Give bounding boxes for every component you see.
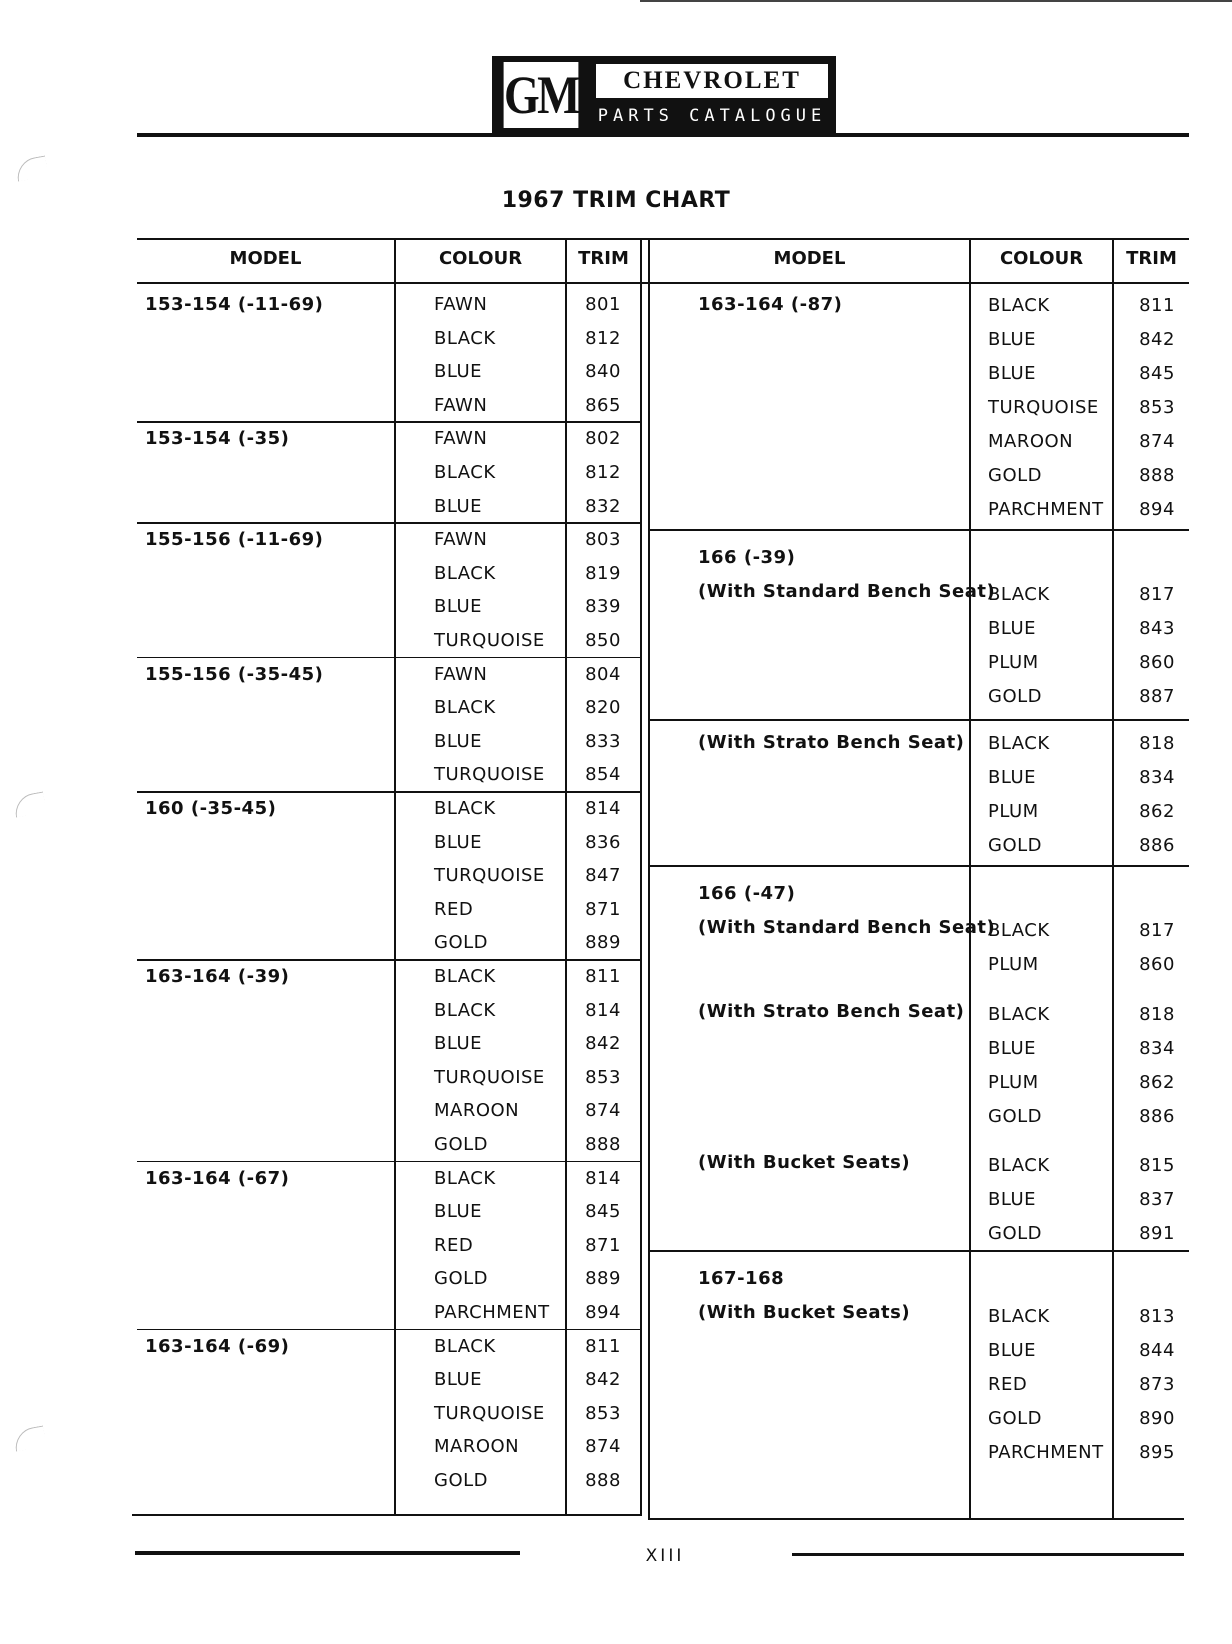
trim-cell: 817 xyxy=(1139,584,1175,605)
colour-cell: BLUE xyxy=(988,329,1037,350)
header-trim-right: TRIM xyxy=(1126,248,1177,269)
trim-cell: 860 xyxy=(1139,954,1175,975)
model-label: 155-156 (-35-45) xyxy=(145,663,324,685)
trim-cell: 802 xyxy=(585,428,621,450)
colour-cell: BLUE xyxy=(434,495,483,517)
trim-cell: 895 xyxy=(1139,1442,1175,1463)
top-edge-rule xyxy=(640,0,1232,2)
group-divider xyxy=(137,791,640,793)
trim-cell: 814 xyxy=(585,999,621,1021)
gm-logo-mark: GM xyxy=(504,62,579,128)
trim-cell: 843 xyxy=(1139,618,1175,639)
group-divider xyxy=(137,1329,640,1331)
trim-cell: 812 xyxy=(585,327,621,349)
trim-cell: 819 xyxy=(585,562,621,584)
group-divider xyxy=(137,421,640,423)
colour-cell: BLACK xyxy=(988,1155,1050,1176)
colour-cell: GOLD xyxy=(988,1223,1043,1244)
trim-cell: 814 xyxy=(585,798,621,819)
trim-cell: 862 xyxy=(1139,1072,1175,1093)
header-trim-left: TRIM xyxy=(578,248,629,269)
divider-right-colour-trim xyxy=(1112,238,1114,1520)
colour-cell: FAWN xyxy=(434,663,488,685)
model-label: 163-164 (-87) xyxy=(698,294,843,315)
trim-cell: 889 xyxy=(585,1268,621,1290)
trim-cell: 801 xyxy=(585,294,621,315)
trim-cell: 874 xyxy=(585,1100,621,1122)
model-label: 160 (-35-45) xyxy=(145,798,277,819)
header-colour-right: COLOUR xyxy=(999,248,1084,269)
trim-cell: 820 xyxy=(585,697,621,719)
trim-cell: 839 xyxy=(585,596,621,618)
colour-cell: BLUE xyxy=(988,1038,1037,1059)
colour-cell: PARCHMENT xyxy=(988,499,1104,520)
brand-name: CHEVROLET xyxy=(596,64,828,98)
table-top-rule xyxy=(137,238,1189,240)
colour-cell: BLUE xyxy=(434,596,483,618)
trim-cell: 847 xyxy=(585,865,621,887)
model-label: 153-154 (-11-69) xyxy=(145,294,324,315)
colour-cell: BLUE xyxy=(434,1369,483,1391)
colour-cell: BLACK xyxy=(434,798,496,819)
header-colour-left: COLOUR xyxy=(438,248,523,269)
model-label: 166 (-39) xyxy=(698,547,796,568)
table-bottom-rule-right xyxy=(648,1518,1184,1520)
colour-cell: RED xyxy=(988,1374,1028,1395)
colour-cell: BLACK xyxy=(434,1167,496,1189)
colour-cell: TURQUOISE xyxy=(434,865,545,887)
colour-cell: GOLD xyxy=(434,1268,489,1290)
trim-cell: 886 xyxy=(1139,1106,1175,1127)
trim-cell: 890 xyxy=(1139,1408,1175,1429)
trim-cell: 836 xyxy=(585,831,621,853)
colour-cell: TURQUOISE xyxy=(988,397,1099,418)
colour-cell: TURQUOISE xyxy=(434,630,545,651)
colour-cell: BLUE xyxy=(988,618,1037,639)
trim-cell: 842 xyxy=(585,1369,621,1391)
trim-cell: 865 xyxy=(585,394,621,416)
colour-cell: BLACK xyxy=(434,327,496,349)
colour-cell: BLACK xyxy=(434,966,496,987)
model-label: 155-156 (-11-69) xyxy=(145,529,324,551)
trim-cell: 891 xyxy=(1139,1223,1175,1244)
colour-cell: BLUE xyxy=(988,363,1037,384)
colour-cell: BLACK xyxy=(988,733,1050,754)
trim-cell: 853 xyxy=(1139,397,1175,418)
colour-cell: BLACK xyxy=(988,1004,1050,1025)
colour-cell: FAWN xyxy=(434,394,488,416)
trim-cell: 818 xyxy=(1139,1004,1175,1025)
colour-cell: GOLD xyxy=(434,1134,489,1155)
page-number: XIII xyxy=(645,1546,685,1566)
colour-cell: TURQUOISE xyxy=(434,764,545,786)
colour-cell: FAWN xyxy=(434,294,488,315)
colour-cell: BLACK xyxy=(988,584,1050,605)
group-divider xyxy=(650,865,1189,867)
colour-cell: BLACK xyxy=(434,462,496,483)
colour-cell: BLACK xyxy=(988,1306,1050,1327)
colour-cell: GOLD xyxy=(434,932,489,954)
group-divider xyxy=(650,1250,1189,1252)
colour-cell: PLUM xyxy=(988,1072,1039,1093)
catalogue-label: PARTS CATALOGUE xyxy=(597,106,827,126)
model-label: 167-168 xyxy=(698,1268,785,1289)
model-label: 163-164 (-39) xyxy=(145,966,290,987)
trim-cell: 832 xyxy=(585,495,621,517)
colour-cell: BLACK xyxy=(434,697,496,719)
trim-cell: 842 xyxy=(1139,329,1175,350)
trim-cell: 894 xyxy=(1139,499,1175,520)
trim-cell: 815 xyxy=(1139,1155,1175,1176)
trim-cell: 811 xyxy=(585,1335,621,1357)
header-model-right: MODEL xyxy=(773,248,846,269)
colour-cell: RED xyxy=(434,1234,474,1256)
colour-cell: BLUE xyxy=(988,1189,1037,1210)
colour-cell: GOLD xyxy=(988,686,1043,707)
group-divider xyxy=(137,522,640,524)
scan-mark xyxy=(12,1425,46,1451)
trim-cell: 854 xyxy=(585,764,621,786)
trim-cell: 842 xyxy=(585,1033,621,1055)
colour-cell: GOLD xyxy=(988,835,1043,856)
divider-right-model-colour xyxy=(969,238,971,1520)
trim-cell: 837 xyxy=(1139,1189,1175,1210)
trim-cell: 886 xyxy=(1139,835,1175,856)
divider-left-colour-trim xyxy=(565,238,567,1516)
scan-mark xyxy=(14,155,48,181)
colour-cell: MAROON xyxy=(434,1100,520,1122)
trim-cell: 860 xyxy=(1139,652,1175,673)
colour-cell: PARCHMENT xyxy=(434,1302,550,1323)
colour-cell: GOLD xyxy=(434,1470,489,1491)
trim-cell: 888 xyxy=(585,1134,621,1155)
group-divider xyxy=(650,719,1189,721)
divider-left-model-colour xyxy=(394,238,396,1516)
colour-cell: BLACK xyxy=(988,295,1050,316)
group-divider xyxy=(650,529,1189,531)
group-divider xyxy=(137,1161,640,1163)
scan-mark xyxy=(12,791,46,817)
colour-cell: BLUE xyxy=(988,1340,1037,1361)
colour-cell: BLUE xyxy=(988,767,1037,788)
trim-cell: 853 xyxy=(585,1402,621,1424)
model-label: (With Bucket Seats) xyxy=(698,1152,911,1173)
model-label: (With Strato Bench Seat) xyxy=(698,732,965,753)
colour-cell: BLUE xyxy=(434,730,483,752)
trim-cell: 811 xyxy=(1139,295,1175,316)
trim-cell: 834 xyxy=(1139,1038,1175,1059)
colour-cell: FAWN xyxy=(434,529,488,551)
model-label: (With Standard Bench Seat) xyxy=(698,917,996,938)
trim-cell: 888 xyxy=(1139,465,1175,486)
colour-cell: PLUM xyxy=(988,801,1039,822)
trim-cell: 871 xyxy=(585,898,621,920)
colour-cell: PLUM xyxy=(988,652,1039,673)
model-label: 163-164 (-69) xyxy=(145,1335,290,1357)
colour-cell: GOLD xyxy=(988,1106,1043,1127)
model-label: 166 (-47) xyxy=(698,883,796,904)
colour-cell: BLACK xyxy=(434,999,496,1021)
model-label: 153-154 (-35) xyxy=(145,428,290,450)
trim-cell: 840 xyxy=(585,361,621,383)
colour-cell: TURQUOISE xyxy=(434,1066,545,1088)
colour-cell: BLUE xyxy=(434,831,483,853)
trim-cell: 871 xyxy=(585,1234,621,1256)
trim-cell: 887 xyxy=(1139,686,1175,707)
colour-cell: BLACK xyxy=(434,562,496,584)
colour-cell: GOLD xyxy=(988,1408,1043,1429)
trim-cell: 811 xyxy=(585,966,621,987)
colour-cell: BLUE xyxy=(434,1033,483,1055)
trim-cell: 873 xyxy=(1139,1374,1175,1395)
colour-cell: PARCHMENT xyxy=(988,1442,1104,1463)
colour-cell: BLUE xyxy=(434,1201,483,1223)
trim-cell: 804 xyxy=(585,663,621,685)
page-title: 1967 TRIM CHART xyxy=(501,188,731,213)
colour-cell: BLUE xyxy=(434,361,483,383)
colour-cell: BLACK xyxy=(434,1335,496,1357)
trim-cell: 894 xyxy=(585,1302,621,1323)
trim-cell: 888 xyxy=(585,1470,621,1491)
colour-cell: TURQUOISE xyxy=(434,1402,545,1424)
trim-cell: 845 xyxy=(585,1201,621,1223)
trim-cell: 874 xyxy=(585,1436,621,1458)
colour-cell: BLACK xyxy=(988,920,1050,941)
trim-cell: 845 xyxy=(1139,363,1175,384)
trim-cell: 850 xyxy=(585,630,621,651)
trim-cell: 853 xyxy=(585,1066,621,1088)
group-divider xyxy=(137,959,640,961)
model-label: 163-164 (-67) xyxy=(145,1167,290,1189)
trim-cell: 844 xyxy=(1139,1340,1175,1361)
trim-cell: 814 xyxy=(585,1167,621,1189)
table-header-rule xyxy=(137,282,1189,284)
model-label: (With Standard Bench Seat) xyxy=(698,581,996,602)
trim-cell: 818 xyxy=(1139,733,1175,754)
colour-cell: MAROON xyxy=(988,431,1074,452)
trim-cell: 817 xyxy=(1139,920,1175,941)
colour-cell: PLUM xyxy=(988,954,1039,975)
trim-cell: 803 xyxy=(585,529,621,551)
header-model-left: MODEL xyxy=(229,248,302,269)
divider-center-1 xyxy=(640,238,642,1516)
colour-cell: GOLD xyxy=(988,465,1043,486)
colour-cell: FAWN xyxy=(434,428,488,450)
model-label: (With Strato Bench Seat) xyxy=(698,1001,965,1022)
trim-cell: 833 xyxy=(585,730,621,752)
colour-cell: MAROON xyxy=(434,1436,520,1458)
trim-cell: 889 xyxy=(585,932,621,954)
trim-cell: 813 xyxy=(1139,1306,1175,1327)
group-divider xyxy=(137,657,640,659)
model-label: (With Bucket Seats) xyxy=(698,1302,911,1323)
trim-cell: 834 xyxy=(1139,767,1175,788)
trim-cell: 812 xyxy=(585,462,621,483)
colour-cell: RED xyxy=(434,898,474,920)
trim-cell: 874 xyxy=(1139,431,1175,452)
gm-chevrolet-logo xyxy=(492,56,836,134)
divider-center-2 xyxy=(648,238,650,1520)
trim-cell: 862 xyxy=(1139,801,1175,822)
